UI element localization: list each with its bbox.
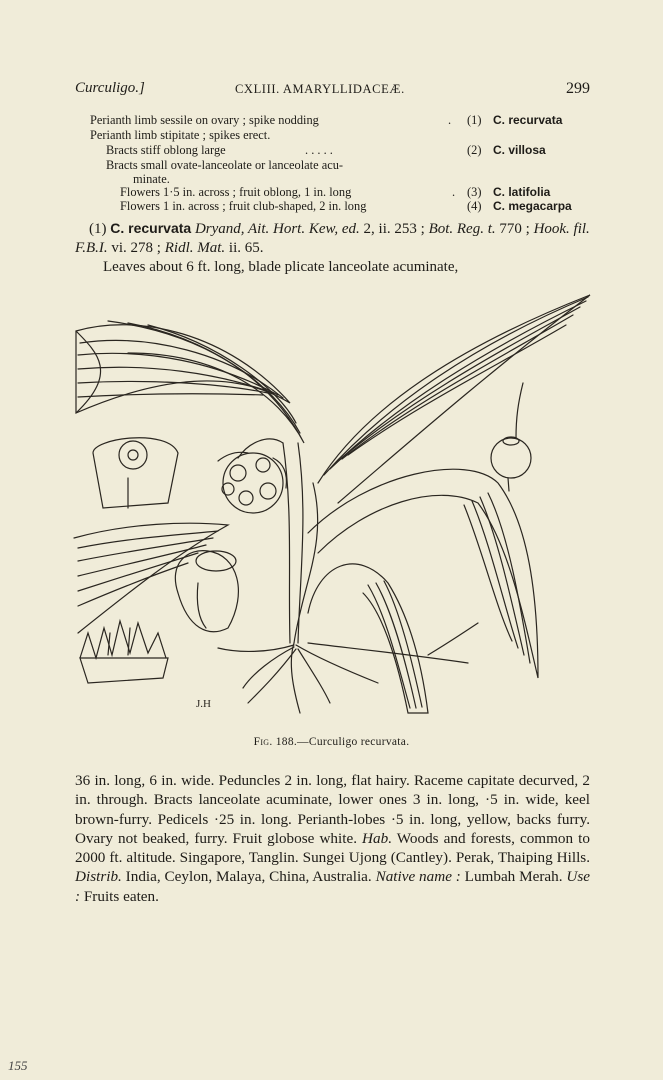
citation: vi. 278 ; [107, 240, 165, 256]
distribution-label: Distrib. [75, 868, 122, 886]
stems [238, 439, 318, 643]
key-line: minate. [133, 172, 170, 186]
citation: ii. 65. [225, 240, 264, 256]
citation: Dryand, Ait. Hort. Kew, ed. [194, 221, 360, 237]
citation: 2, ii. 253 ; [359, 221, 429, 237]
use-label: Use : [75, 868, 590, 905]
species-entry [75, 219, 590, 277]
key-dots: . [448, 113, 452, 127]
species-name: C. recurvata [110, 220, 192, 236]
key-number: (4) [467, 199, 482, 213]
key-species-name: C. megacarpa [493, 199, 572, 213]
distribution-text: India, Ceylon, Malaya, China, Australia. [121, 868, 376, 886]
key-species-name: C. villosa [493, 143, 546, 157]
flower-head [218, 452, 286, 513]
citation: Ridl. Mat. [164, 240, 226, 256]
key-number: (2) [467, 143, 482, 157]
illustrator-initials: J.H [196, 698, 211, 710]
citation: Bot. Reg. t. [428, 221, 496, 237]
roots [218, 623, 478, 713]
leaf-upper-right [318, 295, 590, 503]
key-line: Bracts small ovate-lanceolate or lanceolate acu- [106, 158, 344, 172]
native-name-label: Native name : [375, 868, 461, 886]
citation: 770 ; [495, 221, 534, 237]
use-text: Fruits eaten. [80, 887, 159, 905]
key-line: Perianth limb stipitate ; spikes erect. [90, 128, 271, 142]
key-line: Bracts stiff oblong large [106, 143, 226, 157]
key-species-name: C. latifolia [493, 185, 551, 199]
description-text: 36 in. long, 6 in. wide. Peduncles 2 in. long, flat hairy. Raceme capitate decurved, 2 in. through. Bracts lanceolate acuminate, lower ones 3 in. long, ·5 in. wide, keel brown-furry. Pedicels ·25 in. long. Perianth-lobes ·5 in. long, yellow, backs furry. Ovary not beaked, furry. Fruit globose white. [75, 772, 590, 847]
key-line: Flowers 1·5 in. across ; fruit oblong, 1 in. long [120, 185, 352, 199]
flower-section-detail [93, 438, 178, 508]
key-number: (3) [467, 185, 482, 199]
figure-label: Fig. [253, 736, 273, 748]
key-number: (1) [467, 113, 482, 127]
key-dots: . . . . . [305, 143, 333, 157]
leaf-left-lower [74, 523, 228, 633]
header-genus: Curculigo.] [75, 80, 145, 96]
page-number: 299 [566, 80, 590, 97]
native-name-text: Lumbah Merah. [460, 868, 567, 886]
key-line: Perianth limb sessile on ovary ; spike nodding [90, 113, 319, 127]
key-line: Flowers 1 in. across ; fruit club-shaped, 2 in. long [120, 199, 367, 213]
key-dots: . [452, 185, 456, 199]
leaf-lower-hanging [308, 564, 428, 713]
figure-caption [0, 736, 663, 748]
perianth-detail [80, 621, 168, 683]
citation: Hook. fil. F.B.I. [75, 221, 590, 256]
fruit-section-detail [175, 551, 238, 632]
running-header [75, 80, 590, 102]
key-species-name: C. recurvata [493, 113, 563, 127]
header-family: CXLIII. AMARYLLIDACEÆ. [235, 82, 405, 96]
species-description [75, 771, 590, 906]
leaf-upper-left [76, 321, 304, 443]
margin-note: 155 [8, 1058, 28, 1073]
botanical-illustration [68, 293, 598, 718]
fruit-detail [491, 383, 531, 491]
description-first-line: Leaves about 6 ft. long, blade plicate lanceolate acuminate, [103, 259, 459, 275]
habitat-label: Hab. [362, 829, 392, 847]
figure-caption-text: 188.—Curculigo recurvata. [275, 736, 410, 748]
habitat-text: Woods and forests, common to 2000 ft. altitude. Singapore, Tanglin. Sungei Ujong (Cantley). Perak, Thaiping Hills. [75, 829, 590, 867]
species-number: (1) [89, 221, 107, 237]
